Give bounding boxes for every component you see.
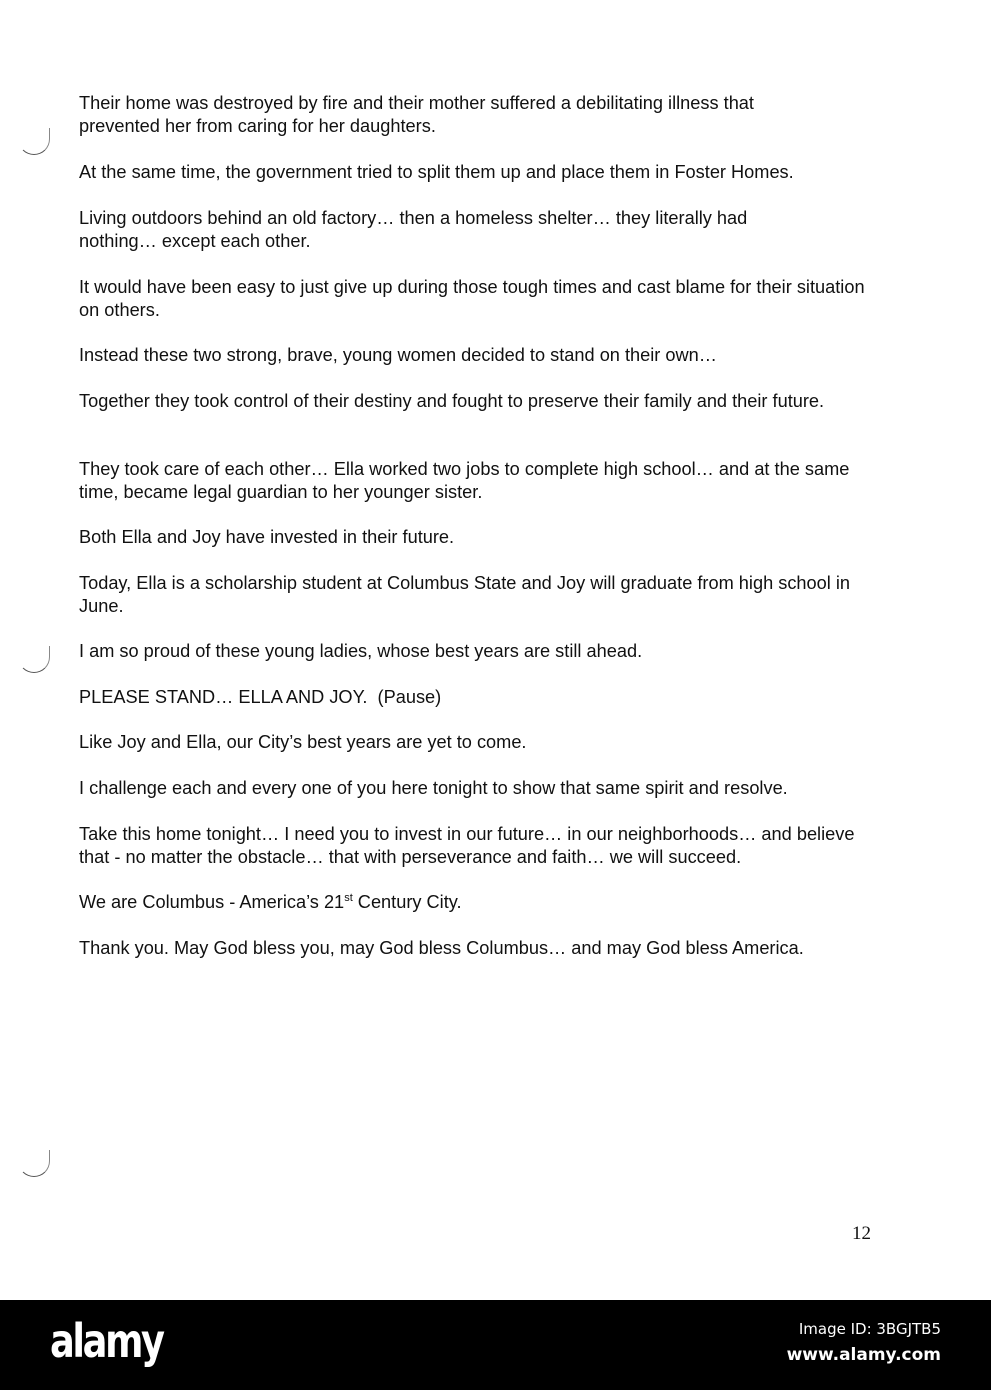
paragraph: Instead these two strong, brave, young women decided to stand on their own…	[79, 345, 717, 365]
paragraph: I am so proud of these young ladies, whose best years are still ahead.	[79, 641, 643, 661]
paragraph: Living outdoors behind an old factory… then a homeless shelter… they literally had nothing… except each other.	[79, 208, 748, 251]
paragraph: Like Joy and Ella, our City’s best years are yet to come.	[79, 732, 527, 752]
watermark-url: www.alamy.com	[786, 1345, 941, 1365]
paragraph: Together they took control of their destiny and fought to preserve their family and their future.	[79, 391, 825, 411]
paragraph: Today, Ella is a scholarship student at Columbus State and Joy will graduate from high school in June.	[79, 573, 851, 616]
punch-hole-icon	[18, 128, 50, 155]
paragraph: I challenge each and every one of you here tonight to show that same spirit and resolve.	[79, 778, 788, 798]
closing-paragraph: Thank you. May God bless you, may God bless Columbus… and may God bless America.	[79, 938, 804, 958]
image-id: Image ID: 3BGJTB5	[798, 1320, 941, 1338]
superscript: st	[344, 891, 353, 904]
paragraph: Their home was destroyed by fire and their mother suffered a debilitating illness that prevented her from caring for her daughters.	[79, 93, 754, 136]
paragraph: PLEASE STAND… ELLA AND JOY. (Pause)	[79, 687, 442, 707]
paragraph	[79, 891, 879, 914]
text: We are Columbus - America’s 21	[79, 892, 345, 912]
paragraph: They took care of each other… Ella worked two jobs to complete high school… and at the same time, became legal guardian to her younger sister.	[79, 459, 850, 502]
punch-hole-icon	[18, 1150, 50, 1177]
paragraph: It would have been easy to just give up during those tough times and cast blame for their situation on others.	[79, 277, 865, 320]
alamy-logo: alamy	[50, 1314, 163, 1368]
watermark-banner	[0, 1300, 991, 1390]
page-number: 12	[852, 1223, 871, 1244]
paragraph: At the same time, the government tried to split them up and place them in Foster Homes.	[79, 162, 794, 182]
paragraph: Take this home tonight… I need you to invest in our future… in our neighborhoods… and believe that - no matter the obstacle… that with perseverance and faith… we will succeed.	[79, 824, 855, 867]
text: Century City.	[352, 892, 462, 912]
paragraph: Both Ella and Joy have invested in their future.	[79, 527, 455, 547]
punch-hole-icon	[18, 646, 50, 673]
